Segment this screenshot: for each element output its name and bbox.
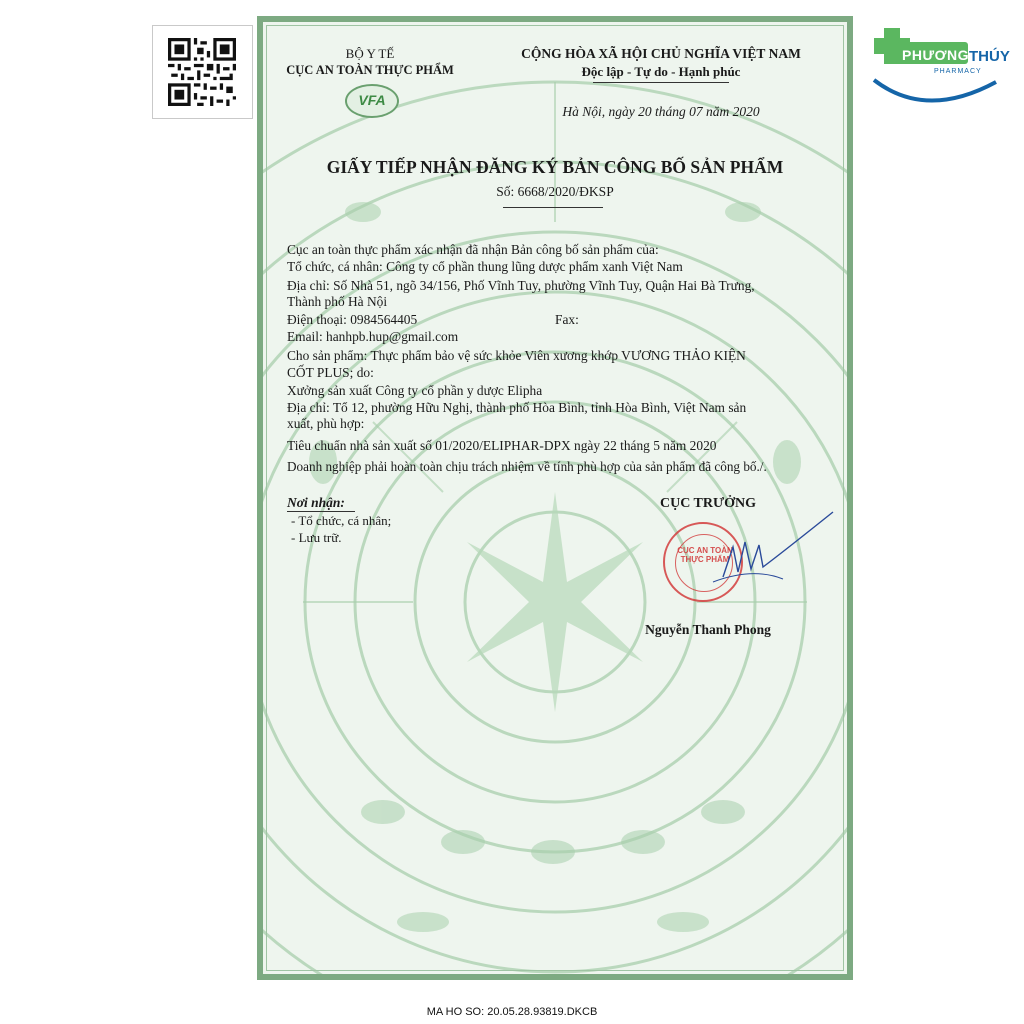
motto-underline [593,82,729,83]
manufacturer-address-cont: xuất, phù hợp: [287,416,365,431]
issue-date: Hà Nội, ngày 20 tháng 07 năm 2020 [562,104,760,119]
manufacturer-standard: Tiêu chuẩn nhà sản xuất số 01/2020/ELIPHAR-DPX ngày 22 tháng 5 năm 2020 [287,438,717,453]
vfa-logo [345,84,399,118]
recipients-label: Nơi nhận: [287,495,345,510]
signature-icon [693,507,843,607]
email-address: Email: hanhpb.hup@gmail.com [287,329,459,344]
document-number: Số: 6668/2020/ĐKSP [496,184,614,199]
pharmacy-logo [866,20,1016,112]
title-divider [503,207,603,208]
fax-number: Fax: [555,312,579,327]
certificate-document [257,16,853,980]
qr-code [152,25,253,119]
recipients-underline [287,511,355,512]
signer-role: CỤC TRƯỞNG [659,496,757,511]
recipient-item: - Lưu trữ. [291,530,342,545]
manufacturer: Xưởng sản xuất Công ty cổ phần y dược Elipha [287,383,543,398]
responsibility-statement: Doanh nghiệp phải hoàn toàn chịu trách nhiệm về tính phù hợp của sản phẩm đã công bố./. [287,459,767,474]
phone-number: Điện thoại: 0984564405 [287,312,418,327]
national-motto: Độc lập - Tự do - Hạnh phúc [581,64,741,79]
brand-name-part2: THÚY [969,48,1010,65]
product-name-cont: CỐT PLUS; do: [287,365,374,380]
qr-code-icon [167,38,237,106]
signer-name: Nguyễn Thanh Phong [645,622,771,637]
vfa-logo-text: VFA [358,92,386,108]
brand-name-part1: PHƯƠNG [902,47,970,63]
ministry-name: BỘ Y TẾ [345,46,395,61]
brand-subtitle: PHARMACY [934,68,982,75]
record-code: MA HO SO: 20.05.28.93819.DKCB [426,1006,598,1018]
recipient-item: - Tổ chức, cá nhân; [291,513,392,528]
body-intro: Cục an toàn thực phẩm xác nhận đã nhận Bản công bố sản phẩm của: [287,242,659,257]
department-name: CỤC AN TOÀN THỰC PHẨM [286,63,454,77]
organization-address: Địa chỉ: Số Nhà 51, ngõ 34/156, Phố Vĩnh Tuy, phường Vĩnh Tuy, Quận Hai Bà Trưng, [287,278,755,293]
manufacturer-address: Địa chỉ: Tổ 12, phường Hữu Nghị, thành phố Hòa Bình, tỉnh Hòa Bình, Việt Nam sản [287,400,747,415]
product-name: Cho sản phẩm: Thực phẩm bảo vệ sức khỏe Viên xương khớp VƯƠNG THẢO KIỆN [287,348,746,363]
organization-address-cont: Thành phố Hà Nội [287,294,388,309]
pharmacy-cross-icon [866,20,1016,112]
organization: Tổ chức, cá nhân: Công ty cổ phần thung lũng dược phẩm xanh Việt Nam [287,259,683,274]
document-title: GIẤY TIẾP NHẬN ĐĂNG KÝ BẢN CÔNG BỐ SẢN PHẨM [326,157,784,177]
country-name: CỘNG HÒA XÃ HỘI CHỦ NGHĨA VIỆT NAM [521,46,801,61]
stamp-text: CỤC AN TOÀN THỰC PHẨM [677,546,733,564]
